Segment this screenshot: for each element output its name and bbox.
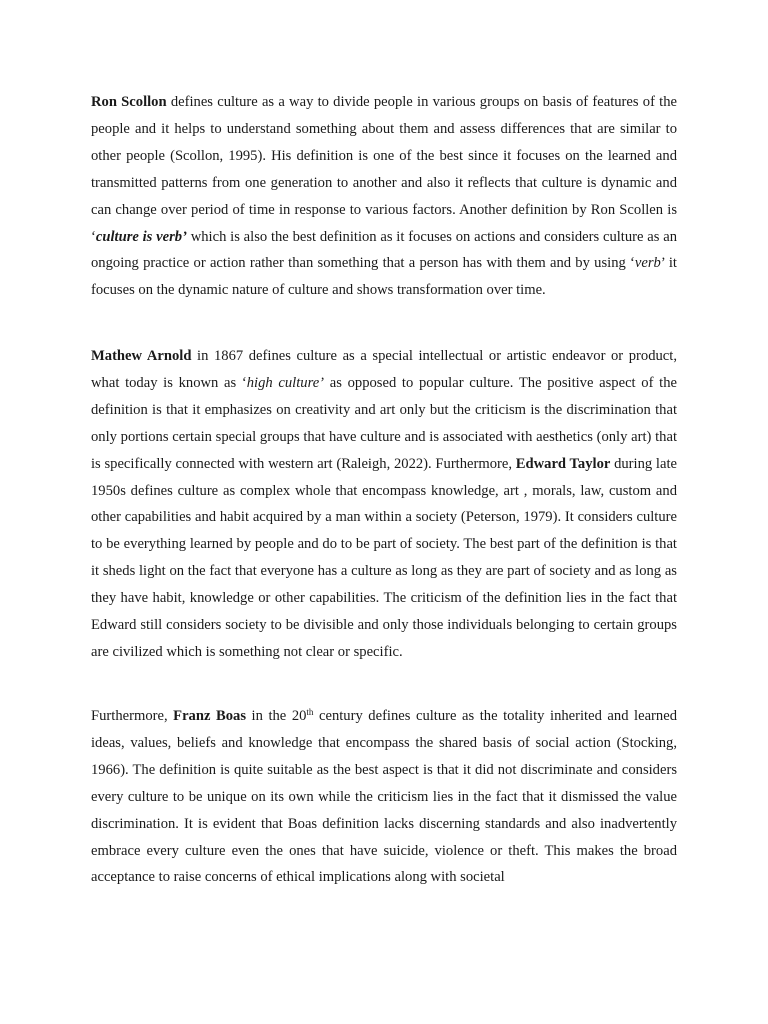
paragraph-ron-scollon — [91, 89, 677, 304]
name-ron-scollon: Ron Scollon — [91, 94, 167, 110]
term-verb: verb — [634, 255, 661, 272]
paragraph-text: defines culture as a way to divide people in various groups on basis of features of the people and it helps to understand something about them and assess differences that are similar to other people (Scollon, 1995). His definition is one of the best since it focuses on the learned and transmitted patterns from one generation to another and also it reflects that culture is dynamic and can change over period of time in response to various factors. Another definition by Ron Scollen is ‘ — [91, 94, 678, 245]
name-franz-boas: Franz Boas — [173, 708, 246, 724]
paragraph-text: which is also the best definition as it focuses on actions and considers culture as an ongoing practice or action rather than something that a person has with them and by using ‘ — [91, 228, 677, 272]
name-edward-taylor: Edward Taylor — [515, 455, 611, 472]
paragraph-text: during late 1950s defines culture as complex whole that encompass knowledge, art , morals, law, custom and other capabilities and habit acquired by a man within a society (Peterson, 1979). It considers culture to be everything learned by people and do to be part of society. The best part of the definition is that it sheds light on the fact that everyone has a culture as long as they are part of society and as long as they have habit, knowledge or other capabilities. The criticism of the definition lies in the fact that Edward still considers society to be divisible and only those individuals belonging to certain groups are civilized which is something not clear or specific. — [91, 455, 677, 660]
term-high-culture: high culture’ — [246, 374, 325, 391]
paragraph-text: in 1867 defines culture as a special intellectual or artistic endeavor or product, what today is known as ‘ — [91, 348, 677, 391]
paragraph-text: Furthermore, — [91, 708, 174, 724]
ordinal-suffix: th — [306, 707, 314, 717]
paragraph-text: ’ it focuses on the dynamic nature of culture and shows transformation over time. — [91, 255, 677, 299]
paragraph-mathew-arnold — [91, 343, 677, 666]
quote-culture-is-verb: culture is verb’ — [95, 228, 187, 245]
paragraph-text: century defines culture as the totality inherited and learned ideas, values, beliefs and knowledge that encompass the shared basis of social action (Stocking, 1966). The definition is quite suitable as the best aspect is that it did not discriminate and considers every culture to be unique on its own while the criticism lies in the fact that it dismissed the value discrimination. It is evident that Boas definition lacks discerning standards and also inadvertently embrace every culture even the ones that have suicide, violence or theft. This makes the broad acceptance to raise concerns of ethical implications along with societal — [91, 708, 677, 886]
paragraph-text: in the 20 — [246, 708, 307, 724]
paragraph-franz-boas — [91, 703, 677, 891]
name-mathew-arnold: Mathew Arnold — [91, 348, 192, 364]
paragraph-text: as opposed to popular culture. The positive aspect of the definition is that it emphasizes on creativity and art only but the criticism is the discrimination that only portions certain special groups that have culture and is associated with aesthetics (only art) that is specifically connected with western art (Raleigh, 2022). Furthermore, — [91, 374, 677, 472]
